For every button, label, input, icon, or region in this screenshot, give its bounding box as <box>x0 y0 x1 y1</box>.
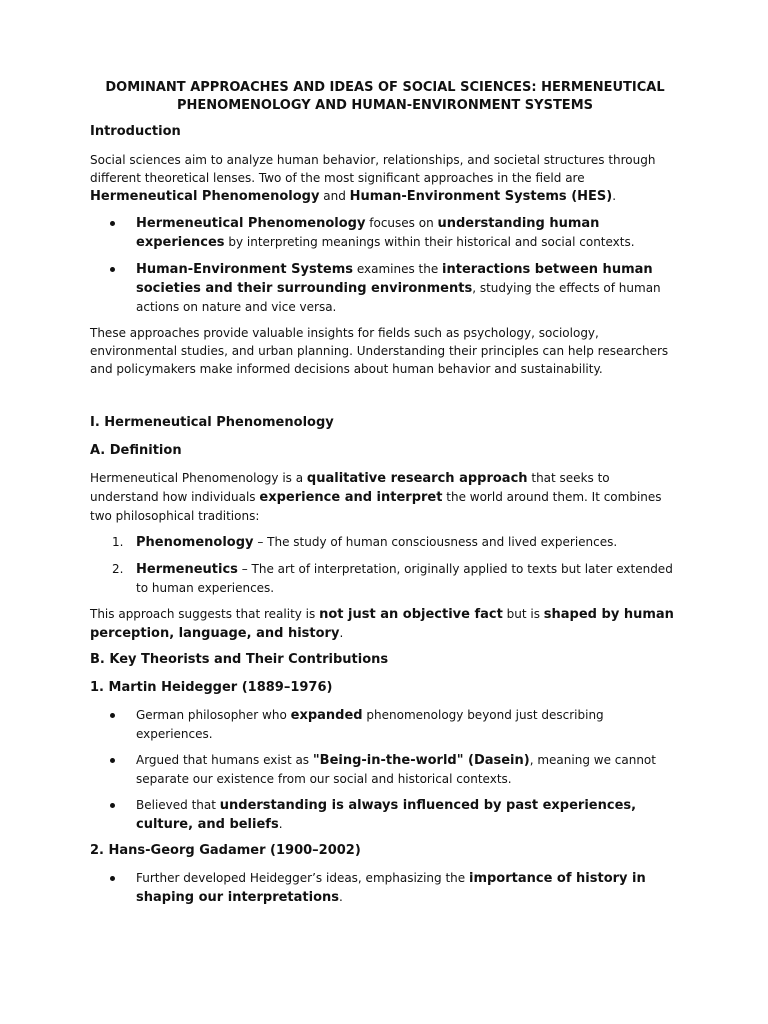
g1-text-1: Further developed Heidegger’s ideas, emphasizing the <box>136 871 469 885</box>
reality-paragraph <box>90 605 680 643</box>
intro-p1-end: . <box>612 189 617 203</box>
gadamer-bullet-1 <box>136 869 681 907</box>
h3-text-1: Believed that <box>136 798 220 812</box>
def-bold-1: qualitative research approach <box>306 471 528 486</box>
def-text-3: the world around them. It combines two philosophical traditions: <box>90 490 662 523</box>
n2-bold: Hermeneutics <box>136 562 238 577</box>
h1-bold: expanded <box>290 708 363 723</box>
title-line-1: DOMINANT APPROACHES AND IDEAS OF SOCIAL SCIENCES: HERMENEUTICAL <box>105 80 665 95</box>
g1-text-2: . <box>339 890 343 904</box>
numbered-item-2 <box>136 560 681 597</box>
heidegger-bullet-1 <box>136 706 681 743</box>
heidegger-heading: 1. Martin Heidegger (1889–1976) <box>90 680 333 695</box>
def-text-2: that seeks to understand how individuals <box>90 471 610 504</box>
intro-p1-bold-hes: Human-Environment Systems (HES) <box>349 189 613 204</box>
definition-subheading: A. Definition <box>90 443 182 458</box>
g1-bold: importance of history in shaping our interpretations <box>136 871 646 905</box>
p3-bold-1: not just an objective fact <box>319 607 503 622</box>
intro-paragraph-2: These approaches provide valuable insights for fields such as psychology, sociology, environmental studies, and urban planning. Understanding their principles can help researchers and policymakers make informed decisions about human behavior and sustainability. <box>90 326 669 376</box>
document-title <box>90 79 680 115</box>
introduction-heading: Introduction <box>90 124 181 139</box>
section-1-heading: I. Hermeneutical Phenomenology <box>90 415 334 430</box>
p3-text-1: This approach suggests that reality is <box>90 607 320 621</box>
intro-bullet-1 <box>136 214 681 252</box>
n2-text: – The art of interpretation, originally applied to texts but later extended to human experiences. <box>136 562 673 595</box>
heidegger-bullet-3 <box>136 796 681 834</box>
b1-text-1: focuses on <box>365 216 438 230</box>
intro-p1-text: Social sciences aim to analyze human behavior, relationships, and societal structures through different theoretical lenses. Two of the most significant approaches in the field are <box>90 153 656 185</box>
b2-bold-2: interactions between human societies and their surrounding environments <box>136 262 653 296</box>
p3-bold-2: shaped by human perception, language, and history <box>90 607 674 641</box>
h1-text-1: German philosopher who <box>136 708 291 722</box>
definition-paragraph <box>90 469 680 525</box>
p3-text-2: but is <box>502 607 544 621</box>
heidegger-bullet-2 <box>136 751 681 788</box>
h2-text-1: Argued that humans exist as <box>136 753 313 767</box>
h3-bold: understanding is always influenced by past experiences, culture, and beliefs <box>136 798 637 832</box>
gadamer-heading: 2. Hans-Georg Gadamer (1900–2002) <box>90 843 361 858</box>
p3-text-3: . <box>339 626 344 640</box>
h1-text-2: phenomenology beyond just describing experiences. <box>136 708 604 741</box>
b2-text-2: , studying the effects of human actions on nature and vice versa. <box>136 281 661 314</box>
intro-p1-bold-hp: Hermeneutical Phenomenology <box>90 189 320 204</box>
theorists-subheading: B. Key Theorists and Their Contributions <box>90 652 389 667</box>
b2-bold-1: Human-Environment Systems <box>136 262 354 277</box>
n1-text: – The study of human consciousness and lived experiences. <box>253 535 618 549</box>
def-text-1: Hermeneutical Phenomenology is a <box>90 471 307 485</box>
h2-bold: "Being-in-the-world" (Dasein) <box>312 753 530 768</box>
numbered-item-1 <box>136 533 681 552</box>
b2-text-1: examines the <box>353 262 443 276</box>
b1-bold-2: understanding human experiences <box>136 216 600 250</box>
title-line-2: PHENOMENOLOGY AND HUMAN-ENVIRONMENT SYSTEMS <box>176 98 593 113</box>
def-bold-2: experience and interpret <box>259 490 443 505</box>
intro-p1-and: and <box>319 189 350 203</box>
h3-text-2: . <box>278 817 283 831</box>
list-number-2: 2. <box>112 562 124 576</box>
b1-text-2: by interpreting meanings within their historical and social contexts. <box>224 235 635 249</box>
b1-bold-1: Hermeneutical Phenomenology <box>136 216 366 231</box>
n1-bold: Phenomenology <box>136 535 254 550</box>
intro-paragraph-1 <box>90 151 680 206</box>
intro-bullet-2 <box>136 260 681 316</box>
list-number-1: 1. <box>112 535 124 549</box>
h2-text-2: , meaning we cannot separate our existence from our social and historical contexts. <box>136 753 656 786</box>
